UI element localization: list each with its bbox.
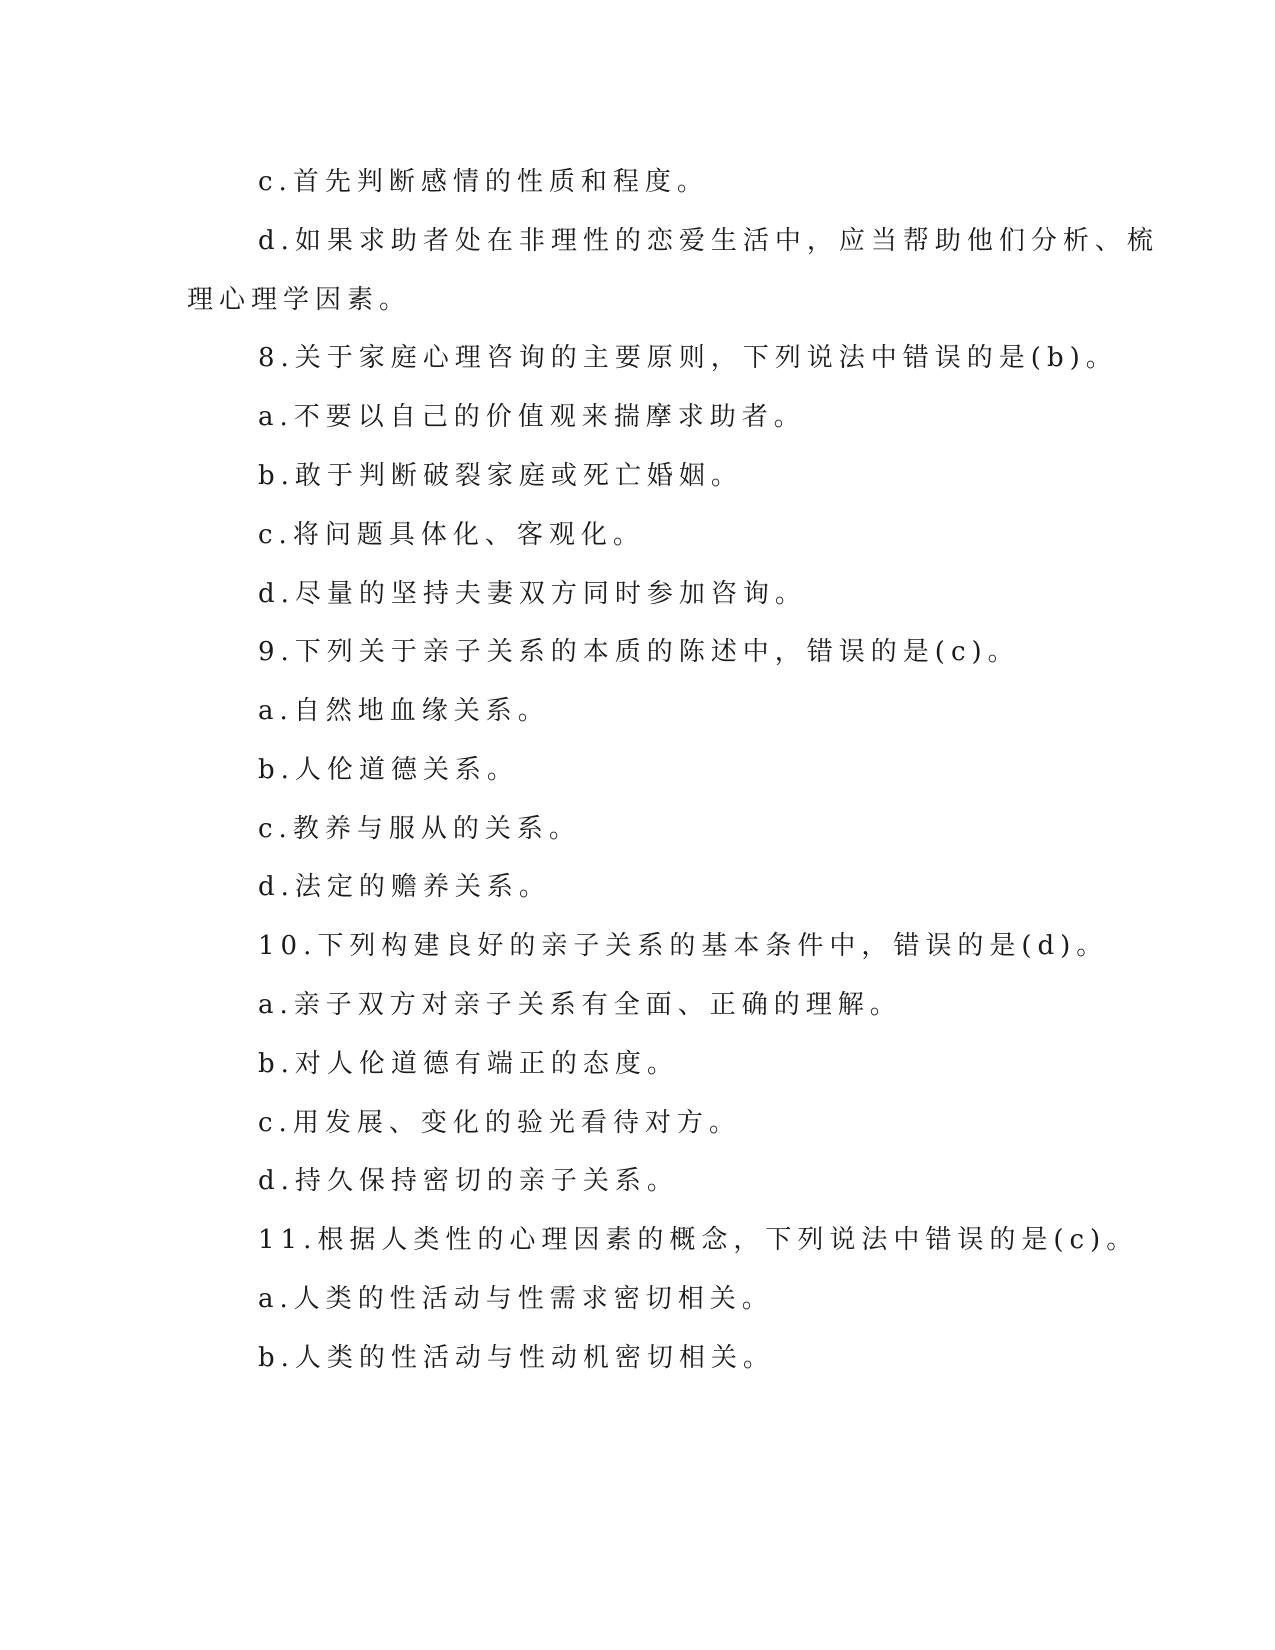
q8-option-a: a.不要以自己的价值观来揣摩求助者。 [258, 402, 806, 432]
q8-option-c: c.将问题具体化、客观化。 [258, 520, 645, 550]
q10-option-b: b.对人伦道德有端正的态度。 [258, 1049, 679, 1079]
question-11: 11.根据人类性的心理因素的概念，下列说法中错误的是(c)。 [258, 1225, 1139, 1255]
q8-option-b: b.敢于判断破裂家庭或死亡婚姻。 [258, 461, 743, 491]
q11-option-b: b.人类的性活动与性动机密切相关。 [258, 1343, 775, 1373]
q9-option-b: b.人伦道德关系。 [258, 755, 519, 785]
q11-option-a: a.人类的性活动与性需求密切相关。 [258, 1284, 774, 1314]
q10-option-d: d.持久保持密切的亲子关系。 [258, 1166, 679, 1196]
q7-option-c: c.首先判断感情的性质和程度。 [258, 167, 709, 197]
q9-option-c: c.教养与服从的关系。 [258, 814, 581, 844]
q7-option-d-line1: d.如果求助者处在非理性的恋爱生活中，应当帮助他们分析、梳 [258, 226, 1159, 256]
question-10: 10.下列构建良好的亲子关系的基本条件中，错误的是(d)。 [258, 931, 1109, 961]
q10-option-a: a.亲子双方对亲子关系有全面、正确的理解。 [258, 990, 902, 1020]
q7-option-d-line2: 理心理学因素。 [187, 285, 412, 315]
q9-option-d: d.法定的赡养关系。 [258, 872, 551, 902]
question-8: 8.关于家庭心理咨询的主要原则，下列说法中错误的是(b)。 [258, 343, 1118, 373]
q9-option-a: a.自然地血缘关系。 [258, 696, 550, 726]
q8-option-d: d.尽量的坚持夫妻双方同时参加咨询。 [258, 579, 807, 609]
q10-option-c: c.用发展、变化的验光看待对方。 [258, 1108, 741, 1138]
question-9: 9.下列关于亲子关系的本质的陈述中，错误的是(c)。 [258, 637, 1020, 667]
